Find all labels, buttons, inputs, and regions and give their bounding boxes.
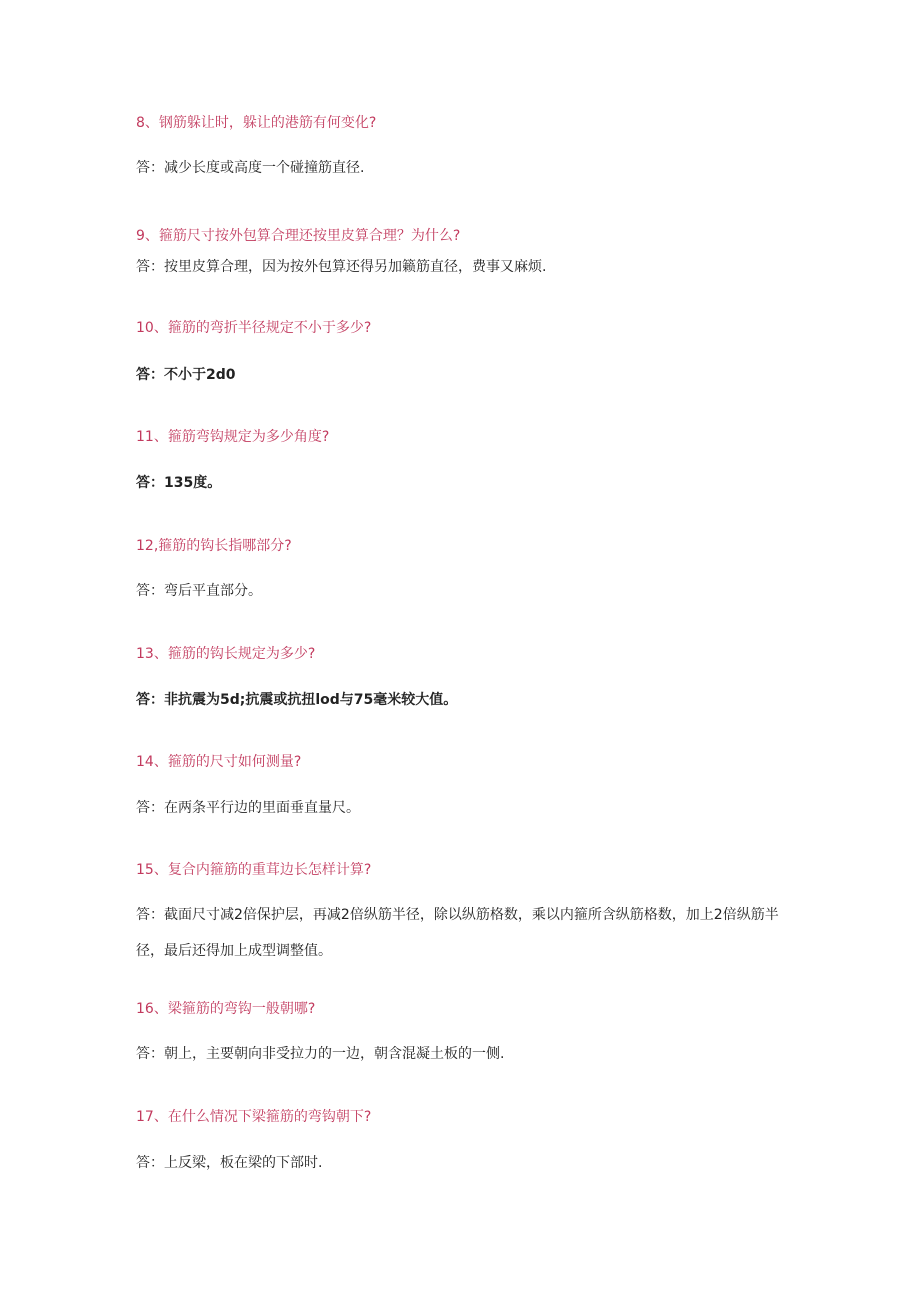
- answer-17: 答：上反梁，板在梁的下部时.: [136, 1155, 323, 1171]
- question-15: 15、复合内箍筋的重茸边长怎样计算?: [136, 862, 372, 878]
- question-8: 8、钢筋躲让时，躲让的港筋有何变化?: [136, 115, 377, 131]
- answer-9: 答：按里皮算合理，因为按外包算还得另加籁筋直径，费事又麻烦.: [136, 259, 547, 275]
- answer-8: 答：减少长度或高度一个碰撞筋直径.: [136, 160, 365, 176]
- question-9: 9、箍筋尺寸按外包算合理还按里皮算合理？为什么?: [136, 228, 461, 244]
- answer-11: 答：135度。: [136, 475, 222, 491]
- answer-16: 答：朝上，主要朝向非受拉力的一边，朝含混凝土板的一侧.: [136, 1046, 505, 1062]
- question-16: 16、梁箍筋的弯钩一般朝哪?: [136, 1001, 316, 1017]
- question-14: 14、箍筋的尺寸如何测量?: [136, 754, 302, 770]
- answer-13: 答：非抗震为5d;抗震或抗扭lod与75毫米较大值。: [136, 692, 458, 708]
- answer-14: 答：在两条平行边的里面垂直量尺。: [136, 800, 360, 816]
- question-11: 11、箍筋弯钩规定为多少角度?: [136, 429, 330, 445]
- answer-12: 答：弯后平直部分。: [136, 583, 262, 599]
- question-13: 13、箍筋的钩长规定为多少?: [136, 646, 316, 662]
- question-12: 12,箍筋的钩长指哪部分?: [136, 538, 292, 554]
- answer-15: 答：截面尺寸减2倍保护层，再减2倍纵筋半径，除以纵筋格数，乘以内箍所含纵筋格数，加上2倍纵筋半径，最后还得加上成型调整值。: [136, 907, 779, 959]
- question-17: 17、在什么情况下梁箍筋的弯钩朝下?: [136, 1109, 372, 1125]
- question-10: 10、箍筋的弯折半径规定不小于多少?: [136, 320, 372, 336]
- answer-10: 答：不小于2d0: [136, 367, 236, 383]
